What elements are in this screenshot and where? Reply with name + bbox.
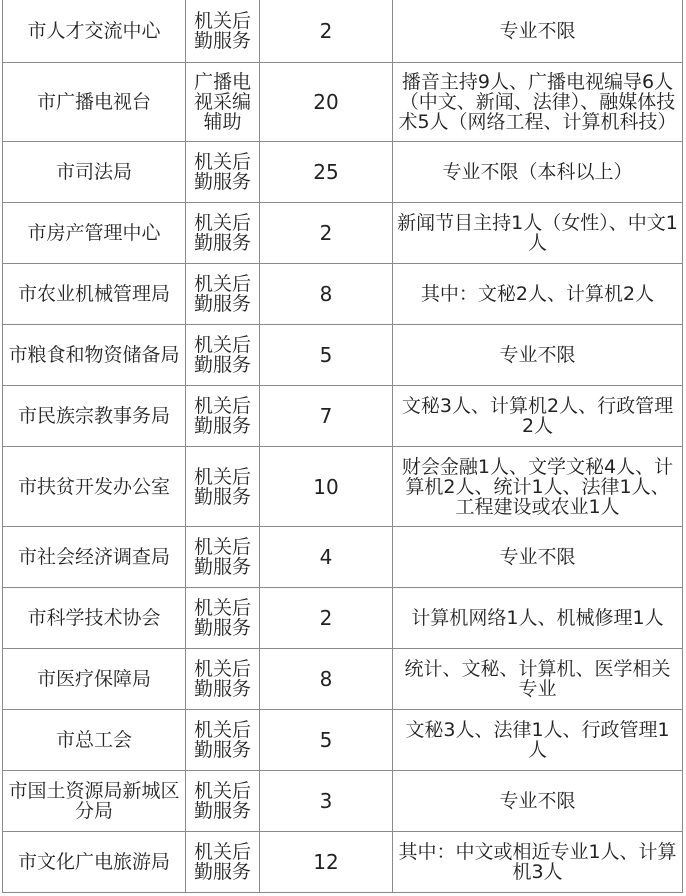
requirement-cell: 统计、文秘、计算机、医学相关专业 [393, 649, 683, 710]
position-type-cell: 机关后勤服务 [186, 0, 260, 63]
headcount-cell: 8 [260, 649, 393, 710]
table-row [3, 649, 683, 710]
headcount-cell: 7 [260, 386, 393, 447]
unit-name-cell: 市民族宗教事务局 [3, 386, 186, 447]
table-row [3, 203, 683, 264]
unit-name-cell: 市广播电视台 [3, 63, 186, 142]
headcount-cell: 2 [260, 0, 393, 63]
position-type-cell: 广播电视采编辅助 [186, 63, 260, 142]
table-row [3, 325, 683, 386]
table-row [3, 264, 683, 325]
table-row [3, 142, 683, 203]
unit-name-cell: 市国土资源局新城区分局 [3, 771, 186, 832]
headcount-cell: 2 [260, 588, 393, 649]
position-type-cell: 机关后勤服务 [186, 771, 260, 832]
unit-name-cell: 市粮食和物资储备局 [3, 325, 186, 386]
table-row [3, 63, 683, 142]
headcount-cell: 3 [260, 771, 393, 832]
table-row [3, 527, 683, 588]
headcount-cell: 2 [260, 203, 393, 264]
headcount-cell: 5 [260, 710, 393, 771]
position-type-cell: 机关后勤服务 [186, 325, 260, 386]
unit-name-cell: 市总工会 [3, 710, 186, 771]
requirement-cell: 其中：中文或相近专业1人、计算机3人 [393, 832, 683, 893]
position-type-cell: 机关后勤服务 [186, 386, 260, 447]
requirement-cell: 文秘3人、法律1人、行政管理1人 [393, 710, 683, 771]
unit-name-cell: 市科学技术协会 [3, 588, 186, 649]
requirement-cell: 计算机网络1人、机械修理1人 [393, 588, 683, 649]
requirement-cell: 专业不限 [393, 771, 683, 832]
position-type-cell: 机关后勤服务 [186, 203, 260, 264]
unit-name-cell: 市文化广电旅游局 [3, 832, 186, 893]
job-table-body [3, 0, 683, 893]
position-type-cell: 机关后勤服务 [186, 649, 260, 710]
unit-name-cell: 市农业机械管理局 [3, 264, 186, 325]
position-type-cell: 机关后勤服务 [186, 142, 260, 203]
position-type-cell: 机关后勤服务 [186, 264, 260, 325]
unit-name-cell: 市扶贫开发办公室 [3, 447, 186, 527]
requirement-cell: 播音主持9人、广播电视编导6人（中文、新闻、法律）、融媒体技术5人（网络工程、计算机科技） [393, 63, 683, 142]
requirement-cell: 专业不限（本科以上） [393, 142, 683, 203]
headcount-cell: 10 [260, 447, 393, 527]
table-row [3, 832, 683, 893]
unit-name-cell: 市房产管理中心 [3, 203, 186, 264]
unit-name-cell: 市司法局 [3, 142, 186, 203]
job-table [2, 0, 683, 893]
position-type-cell: 机关后勤服务 [186, 832, 260, 893]
requirement-cell: 专业不限 [393, 527, 683, 588]
position-type-cell: 机关后勤服务 [186, 710, 260, 771]
table-row [3, 386, 683, 447]
requirement-cell: 新闻节目主持1人（女性）、中文1人 [393, 203, 683, 264]
requirement-cell: 其中：文秘2人、计算机2人 [393, 264, 683, 325]
table-row [3, 447, 683, 527]
requirement-cell: 专业不限 [393, 0, 683, 63]
table-row [3, 0, 683, 63]
table-row [3, 771, 683, 832]
headcount-cell: 12 [260, 832, 393, 893]
requirement-cell: 文秘3人、计算机2人、行政管理2人 [393, 386, 683, 447]
headcount-cell: 20 [260, 63, 393, 142]
requirement-cell: 专业不限 [393, 325, 683, 386]
headcount-cell: 8 [260, 264, 393, 325]
unit-name-cell: 市医疗保障局 [3, 649, 186, 710]
headcount-cell: 4 [260, 527, 393, 588]
position-type-cell: 机关后勤服务 [186, 588, 260, 649]
table-row [3, 588, 683, 649]
position-type-cell: 机关后勤服务 [186, 447, 260, 527]
table-row [3, 710, 683, 771]
position-type-cell: 机关后勤服务 [186, 527, 260, 588]
headcount-cell: 25 [260, 142, 393, 203]
headcount-cell: 5 [260, 325, 393, 386]
unit-name-cell: 市社会经济调查局 [3, 527, 186, 588]
requirement-cell: 财会金融1人、文学文秘4人、计算机2人、统计1人、法律1人、工程建设或农业1人 [393, 447, 683, 527]
unit-name-cell: 市人才交流中心 [3, 0, 186, 63]
